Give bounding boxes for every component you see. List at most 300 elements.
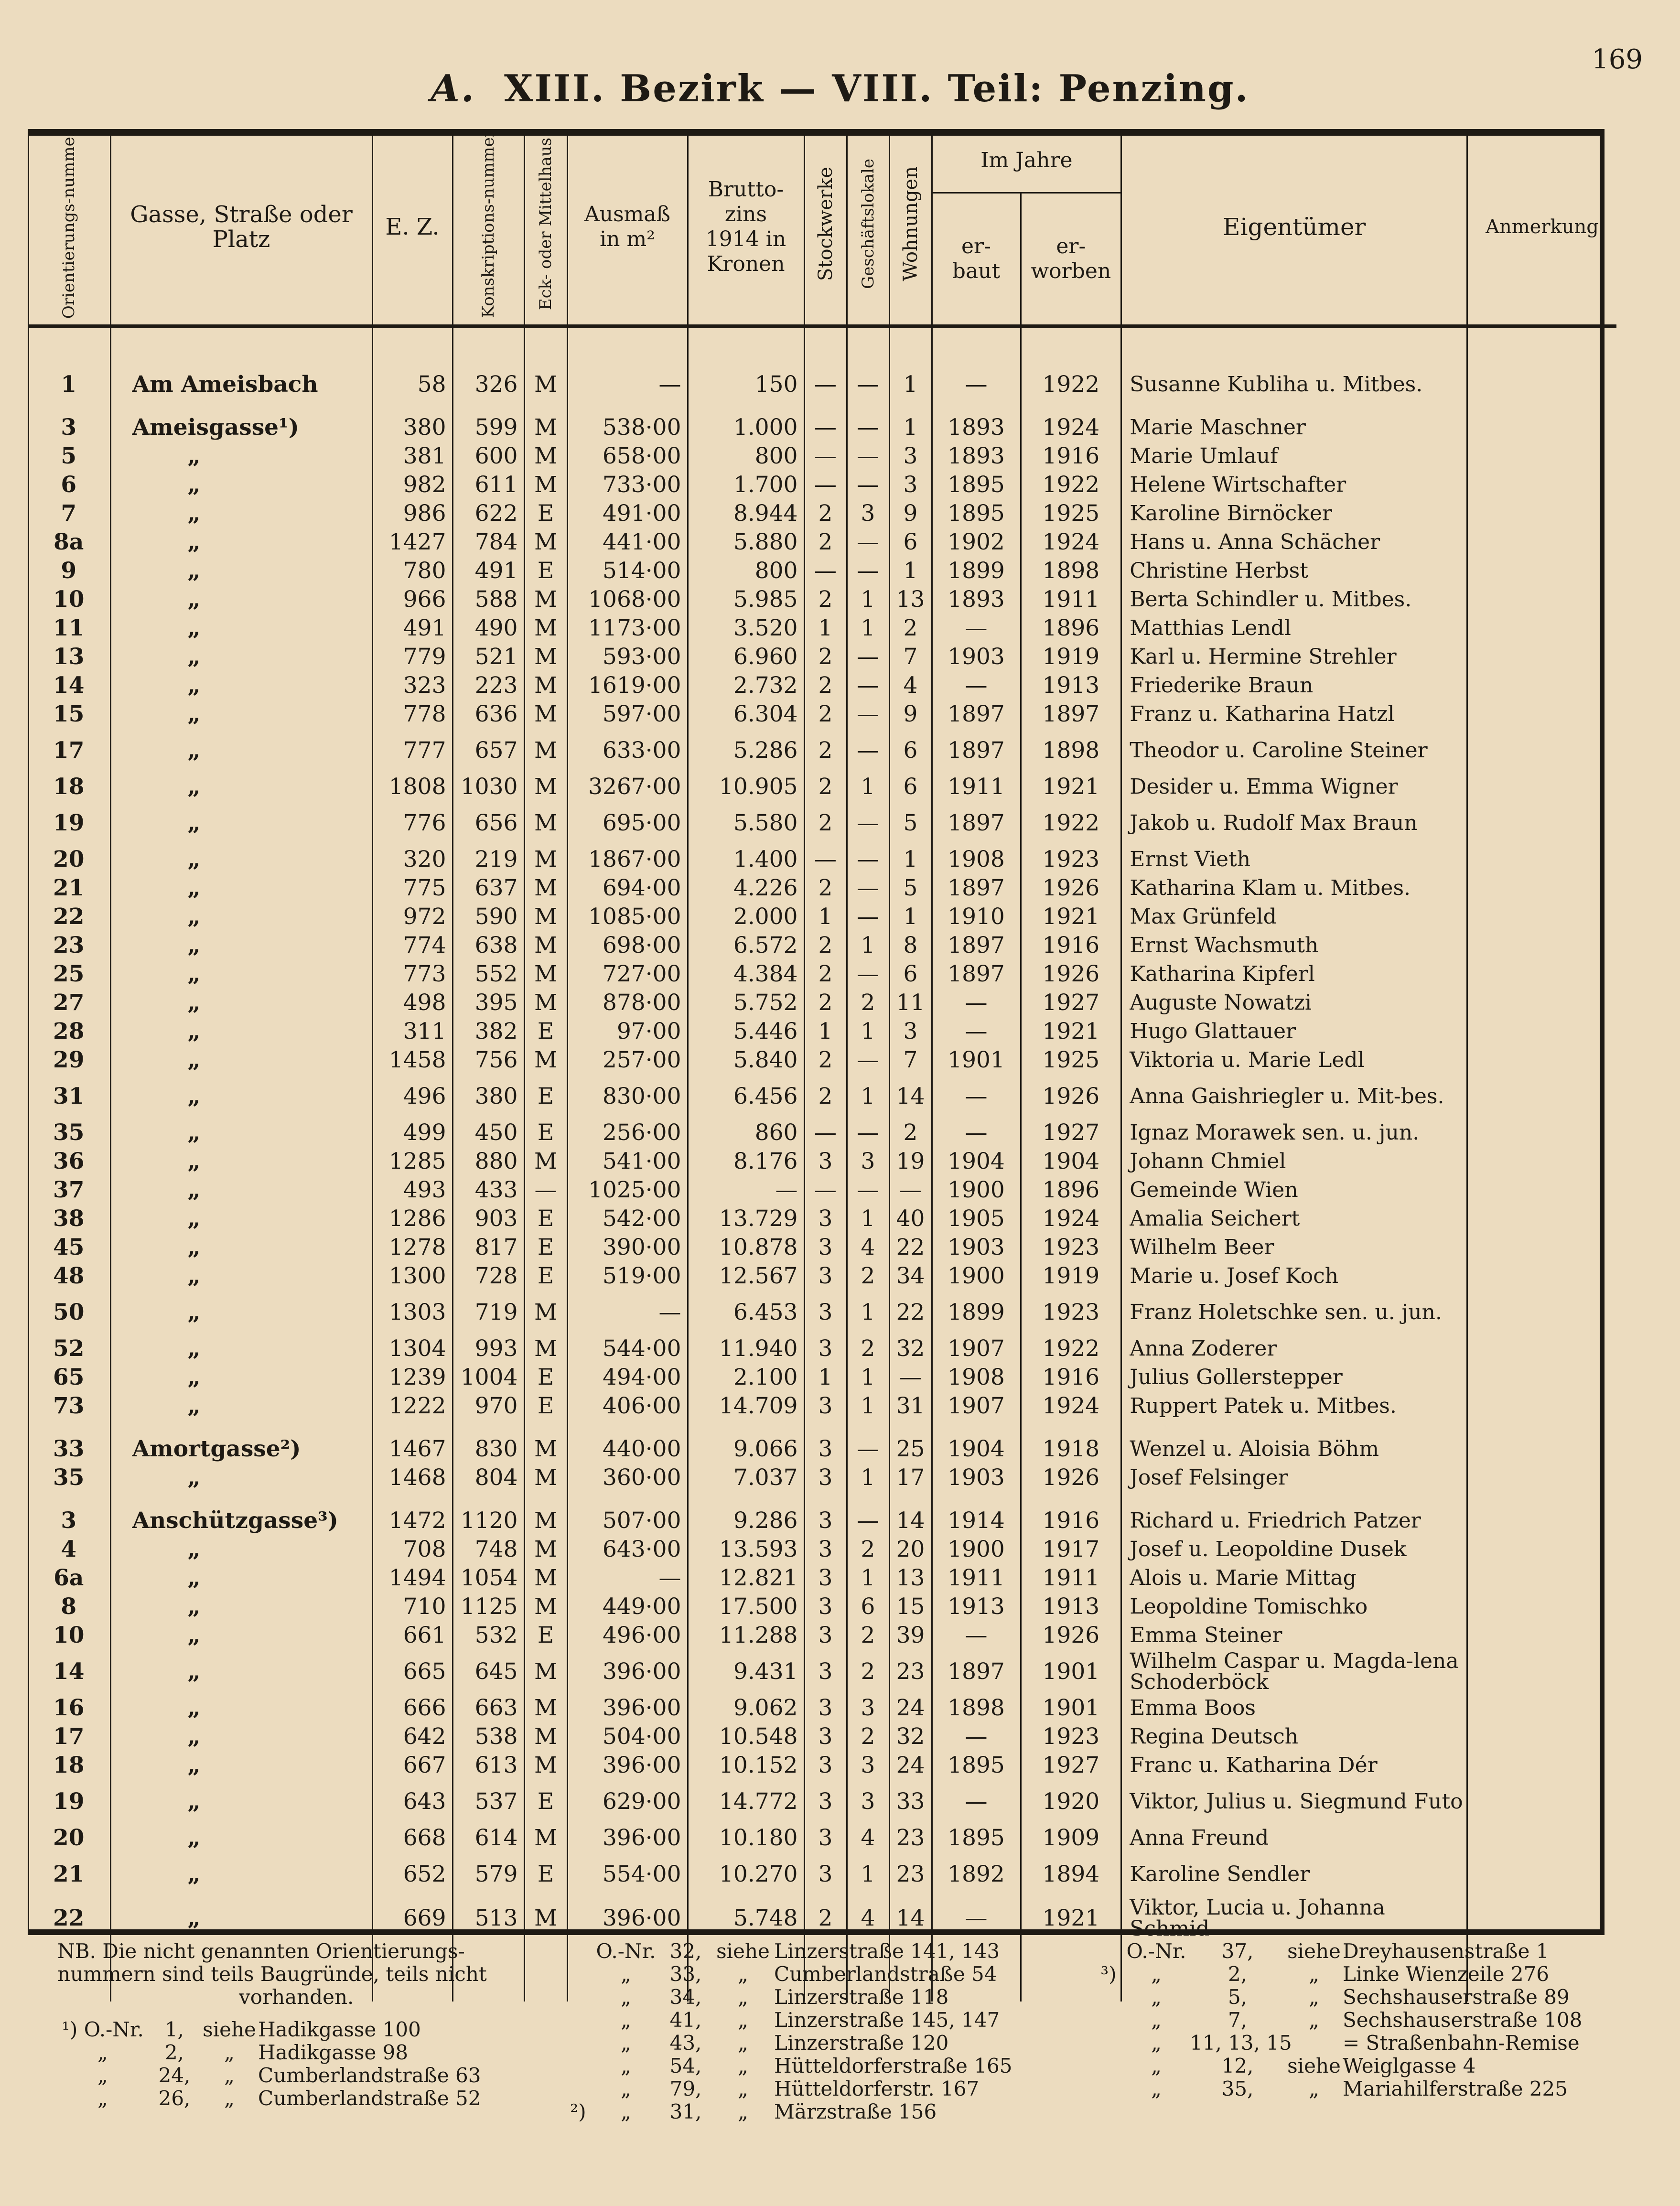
cell-rent: 1.000 — [688, 413, 804, 442]
cell-onr: 45 — [53, 1234, 85, 1261]
cell-acquired: 1924 — [1021, 1392, 1121, 1420]
cell-remark — [1467, 442, 1616, 471]
cell-area: 1085·00 — [567, 903, 688, 931]
cell-ez: 1808 — [372, 773, 452, 801]
cell-em: E — [524, 1017, 567, 1046]
cell-owner: Viktor, Lucia u. Johanna Schmid — [1121, 1896, 1467, 1940]
cell-shops: 4 — [847, 1896, 889, 1940]
cell-area: 396·00 — [567, 1824, 688, 1852]
cell-em: M — [524, 903, 567, 931]
cell-rent: 5.880 — [688, 528, 804, 557]
cell-acquired: 1916 — [1021, 1363, 1121, 1392]
col-header-onr: Orientierungs-nummer — [28, 129, 110, 326]
cell-built: 1908 — [932, 1363, 1021, 1392]
footnote-part: 24, — [158, 2064, 191, 2087]
cell-remark — [1467, 1722, 1616, 1751]
cell-area: 541·00 — [567, 1147, 688, 1176]
footnote-part: 12, — [1221, 2054, 1254, 2077]
cell-built: 1903 — [932, 1463, 1021, 1492]
footnote-part: „ — [621, 2008, 631, 2032]
cell-em: M — [524, 1334, 567, 1363]
cell-floors: 3 — [804, 1852, 847, 1896]
cell-acquired: 1916 — [1021, 442, 1121, 471]
cell-owner: Katharina Klam u. Mitbes. — [1121, 874, 1467, 903]
cell-owner: Berta Schindler u. Mitbes. — [1121, 585, 1467, 614]
cell-ez: 1458 — [372, 1046, 452, 1075]
footnote-part: „ — [97, 2041, 108, 2064]
cell-onr: 33 — [53, 1436, 85, 1463]
cell-flats: 32 — [889, 1722, 932, 1751]
footnote-part: „ — [738, 2031, 748, 2055]
cell-street: „ — [110, 1262, 372, 1291]
cell-shops: — — [847, 903, 889, 931]
cell-ez: 668 — [372, 1824, 452, 1852]
cell-onr: 48 — [53, 1263, 85, 1290]
cell-floors: 1 — [804, 903, 847, 931]
cell-remark — [1467, 1593, 1616, 1621]
cell-floors: 3 — [804, 1334, 847, 1363]
cell-owner: Desider u. Emma Wigner — [1121, 773, 1467, 801]
footnote-part: Linzerstraße 141, 143 — [774, 1939, 1000, 1963]
cell-floors: — — [804, 845, 847, 874]
cell-owner: Josef u. Leopoldine Dusek — [1121, 1535, 1467, 1564]
table-row — [28, 614, 1616, 643]
footnote-part: 1, — [164, 2018, 184, 2041]
footnote-part: 43, — [669, 2031, 702, 2055]
cell-shops: — — [847, 1176, 889, 1205]
cell-floors: 3 — [804, 1435, 847, 1463]
cell-shops: 2 — [847, 1650, 889, 1694]
cell-em: E — [524, 1262, 567, 1291]
cell-street: „ — [110, 1564, 372, 1593]
cell-em: E — [524, 1205, 567, 1233]
table-row — [28, 1535, 1616, 1564]
cell-rent: 9.286 — [688, 1507, 804, 1535]
cell-rent: 5.985 — [688, 585, 804, 614]
cell-acquired: 1921 — [1021, 1017, 1121, 1046]
cell-area: 406·00 — [567, 1392, 688, 1420]
cell-flats: 34 — [889, 1262, 932, 1291]
cell-area: 554·00 — [567, 1852, 688, 1896]
cell-area: — — [567, 1291, 688, 1334]
cell-flats: 13 — [889, 585, 932, 614]
cell-ez: 1286 — [372, 1205, 452, 1233]
cell-street: „ — [110, 1392, 372, 1420]
cell-shops: — — [847, 557, 889, 585]
table-row — [28, 1621, 1616, 1650]
cell-floors: 3 — [804, 1291, 847, 1334]
cell-built: 1892 — [932, 1852, 1021, 1896]
cell-remark — [1467, 1435, 1616, 1463]
footnote-part: 54, — [669, 2054, 702, 2077]
cell-knr: 491 — [452, 557, 524, 585]
cell-shops: 1 — [847, 1564, 889, 1593]
cell-remark — [1467, 1363, 1616, 1392]
cell-knr: 663 — [452, 1694, 524, 1722]
cell-built: 1902 — [932, 528, 1021, 557]
table-row — [28, 1507, 1616, 1535]
footnote-part: Dreyhausenstraße 1 — [1343, 1939, 1549, 1963]
cell-built: 1903 — [932, 643, 1021, 671]
cell-acquired: 1924 — [1021, 413, 1121, 442]
cell-onr: 19 — [53, 810, 85, 837]
cell-knr: 636 — [452, 700, 524, 729]
cell-floors: 1 — [804, 1363, 847, 1392]
footnote-line — [1094, 1986, 1620, 2009]
table-row — [28, 1205, 1616, 1233]
cell-knr: 1120 — [452, 1507, 524, 1535]
cell-ez: 1278 — [372, 1233, 452, 1262]
cell-owner: Hans u. Anna Schächer — [1121, 528, 1467, 557]
col-header-knr: Konskriptions-nummer — [452, 129, 524, 326]
cell-shops: — — [847, 1435, 889, 1463]
footnote-part: Märzstraße 156 — [774, 2100, 937, 2123]
footnote-line — [564, 2077, 1089, 2100]
cell-ez: 776 — [372, 801, 452, 845]
cell-street: „ — [110, 1650, 372, 1694]
cell-onr: 4 — [61, 1536, 77, 1563]
footnote-part: ³) — [1100, 1962, 1117, 1986]
cell-area: 3267·00 — [567, 773, 688, 801]
cell-shops: 1 — [847, 931, 889, 960]
cell-ez: 710 — [372, 1593, 452, 1621]
cell-area: 1173·00 — [567, 614, 688, 643]
cell-acquired: 1911 — [1021, 585, 1121, 614]
footnote-part: 33, — [669, 1962, 702, 1986]
footnote-part: „ — [1151, 1985, 1162, 2009]
cell-floors: 2 — [804, 960, 847, 989]
cell-flats: 23 — [889, 1852, 932, 1896]
cell-onr: 5 — [61, 443, 77, 470]
table-row — [28, 1722, 1616, 1751]
cell-street: „ — [110, 1593, 372, 1621]
cell-area: 449·00 — [567, 1593, 688, 1621]
cell-em: M — [524, 1463, 567, 1492]
cell-street: „ — [110, 1233, 372, 1262]
cell-floors: 3 — [804, 1233, 847, 1262]
cell-street: „ — [110, 729, 372, 773]
footnote-line — [1094, 1963, 1620, 1986]
cell-street: Amortgasse²) — [110, 1435, 372, 1463]
cell-onr: 21 — [53, 1861, 85, 1888]
cell-acquired: 1918 — [1021, 1435, 1121, 1463]
cell-flats: 22 — [889, 1233, 932, 1262]
col-header-area: Ausmaß in m² — [567, 129, 688, 326]
cell-area: 396·00 — [567, 1896, 688, 1940]
col-header-remark: Anmerkung — [1467, 129, 1616, 326]
cell-owner: Karoline Sendler — [1121, 1852, 1467, 1896]
cell-floors: 3 — [804, 1507, 847, 1535]
cell-street: „ — [110, 1722, 372, 1751]
cell-onr: 31 — [53, 1083, 85, 1110]
cell-street: „ — [110, 845, 372, 874]
cell-floors: 3 — [804, 1694, 847, 1722]
cell-area: 507·00 — [567, 1507, 688, 1535]
spacer-row — [28, 1492, 1616, 1507]
cell-area: 1068·00 — [567, 585, 688, 614]
top-spacer-row — [28, 326, 1616, 370]
cell-knr: 719 — [452, 1291, 524, 1334]
cell-flats: 24 — [889, 1751, 932, 1780]
cell-em: M — [524, 1535, 567, 1564]
cell-owner: Franc u. Katharina Dér — [1121, 1751, 1467, 1780]
cell-flats: 1 — [889, 557, 932, 585]
cell-shops: — — [847, 413, 889, 442]
table-row — [28, 1233, 1616, 1262]
footnote-part: „ — [1309, 1962, 1319, 1986]
cell-ez: 1300 — [372, 1262, 452, 1291]
cell-knr: 600 — [452, 442, 524, 471]
cell-remark — [1467, 989, 1616, 1017]
cell-built: — — [932, 1075, 1021, 1119]
footnote-nb-line: nummern sind teils Baugründe, teils nicht — [57, 1962, 487, 1986]
cell-owner: Viktoria u. Marie Ledl — [1121, 1046, 1467, 1075]
footnote-part: Hadikgasse 100 — [258, 2018, 421, 2041]
table-row — [28, 874, 1616, 903]
footnote-part: „ — [1151, 2077, 1162, 2100]
cell-knr: 538 — [452, 1722, 524, 1751]
cell-street: „ — [110, 960, 372, 989]
cell-shops: 1 — [847, 1363, 889, 1392]
property-table — [28, 129, 1616, 2002]
cell-ez: 493 — [372, 1176, 452, 1205]
cell-knr: 552 — [452, 960, 524, 989]
cell-knr: 817 — [452, 1233, 524, 1262]
cell-flats: 15 — [889, 1593, 932, 1621]
cell-flats: 9 — [889, 499, 932, 528]
cell-remark — [1467, 903, 1616, 931]
cell-acquired: 1913 — [1021, 1593, 1121, 1621]
cell-owner: Wenzel u. Aloisia Böhm — [1121, 1435, 1467, 1463]
cell-onr: 73 — [53, 1393, 85, 1420]
cell-owner: Amalia Seichert — [1121, 1205, 1467, 1233]
table-row — [28, 773, 1616, 801]
cell-street: „ — [110, 1824, 372, 1852]
cell-built: 1900 — [932, 1176, 1021, 1205]
footnote-mid — [564, 1940, 1089, 2123]
col-header-floors: Stockwerke — [804, 129, 847, 326]
cell-knr: 1004 — [452, 1363, 524, 1392]
table-row — [28, 1564, 1616, 1593]
cell-em: M — [524, 729, 567, 773]
cell-street: „ — [110, 874, 372, 903]
cell-area: 643·00 — [567, 1535, 688, 1564]
footnote-part: „ — [621, 2054, 631, 2077]
cell-ez: 775 — [372, 874, 452, 903]
cell-acquired: 1922 — [1021, 471, 1121, 499]
cell-shops: 2 — [847, 1535, 889, 1564]
cell-floors: 2 — [804, 643, 847, 671]
cell-shops: — — [847, 845, 889, 874]
cell-knr: 756 — [452, 1046, 524, 1075]
cell-acquired: 1921 — [1021, 1896, 1121, 1940]
footnote-part: 79, — [669, 2077, 702, 2100]
cell-owner: Katharina Kipferl — [1121, 960, 1467, 989]
col-header-year-group: Im Jahre — [932, 129, 1121, 193]
cell-rent: 800 — [688, 442, 804, 471]
cell-acquired: 1926 — [1021, 1463, 1121, 1492]
cell-area: 97·00 — [567, 1017, 688, 1046]
footnote-part: „ — [224, 2087, 235, 2110]
cell-flats: 33 — [889, 1780, 932, 1824]
cell-street: „ — [110, 1780, 372, 1824]
cell-owner: Anna Zoderer — [1121, 1334, 1467, 1363]
cell-ez: 966 — [372, 585, 452, 614]
cell-onr: 17 — [53, 737, 85, 764]
footnote-part: Linzerstraße 145, 147 — [774, 2008, 1000, 2032]
cell-shops: 2 — [847, 1262, 889, 1291]
footnote-part: „ — [738, 2077, 748, 2100]
footnote-part: siehe — [203, 2018, 256, 2041]
footnote-part: 32, — [669, 1939, 702, 1963]
footnote-part: ¹) O.-Nr. — [62, 2018, 144, 2041]
table-row — [28, 442, 1616, 471]
cell-onr: 3 — [61, 414, 77, 441]
cell-em: M — [524, 585, 567, 614]
cell-street: „ — [110, 471, 372, 499]
cell-owner: Ernst Wachsmuth — [1121, 931, 1467, 960]
footnote-part: O.-Nr. — [596, 1939, 656, 1963]
cell-knr: 728 — [452, 1262, 524, 1291]
table-row — [28, 1291, 1616, 1334]
footnotes — [57, 1940, 1625, 2141]
cell-street: „ — [110, 1363, 372, 1392]
cell-street: „ — [110, 557, 372, 585]
cell-area: 830·00 — [567, 1075, 688, 1119]
cell-floors: 3 — [804, 1205, 847, 1233]
footnote-part: „ — [97, 2064, 108, 2087]
cell-floors: 3 — [804, 1262, 847, 1291]
cell-built: 1905 — [932, 1205, 1021, 1233]
cell-street: „ — [110, 989, 372, 1017]
cell-ez: 320 — [372, 845, 452, 874]
cell-shops: 3 — [847, 1780, 889, 1824]
cell-onr: 14 — [53, 1658, 85, 1685]
cell-built: 1895 — [932, 1751, 1021, 1780]
cell-remark — [1467, 1535, 1616, 1564]
col-header-built: er-baut — [932, 193, 1021, 326]
cell-acquired: 1926 — [1021, 960, 1121, 989]
cell-remark — [1467, 700, 1616, 729]
cell-area: 396·00 — [567, 1650, 688, 1694]
footnote-line — [564, 2100, 1089, 2123]
table-row — [28, 1392, 1616, 1420]
footnote-part: „ — [738, 2054, 748, 2077]
cell-remark — [1467, 671, 1616, 700]
cell-knr: 903 — [452, 1205, 524, 1233]
cell-owner: Max Grünfeld — [1121, 903, 1467, 931]
footnote-part: 5, — [1228, 1985, 1248, 2009]
footnote-line — [1094, 1940, 1620, 1963]
cell-remark — [1467, 801, 1616, 845]
col-header-flats: Wohnungen — [889, 129, 932, 326]
cell-floors: 2 — [804, 874, 847, 903]
cell-built: — — [932, 370, 1021, 399]
cell-rent: 7.037 — [688, 1463, 804, 1492]
cell-acquired: 1923 — [1021, 1291, 1121, 1334]
footnote-nb-line: vorhanden. — [239, 1985, 354, 2009]
cell-built: — — [932, 989, 1021, 1017]
cell-area: 257·00 — [567, 1046, 688, 1075]
cell-acquired: 1922 — [1021, 1334, 1121, 1363]
table-row — [28, 700, 1616, 729]
table-row — [28, 1650, 1616, 1694]
footnote-line — [564, 2032, 1089, 2055]
cell-em: M — [524, 1722, 567, 1751]
cell-onr: 27 — [53, 990, 85, 1016]
cell-floors: 2 — [804, 499, 847, 528]
cell-rent: 6.453 — [688, 1291, 804, 1334]
cell-knr: 590 — [452, 903, 524, 931]
cell-knr: 970 — [452, 1392, 524, 1420]
table-row — [28, 1824, 1616, 1852]
cell-rent: 14.709 — [688, 1392, 804, 1420]
cell-area: 396·00 — [567, 1751, 688, 1780]
cell-owner: Theodor u. Caroline Steiner — [1121, 729, 1467, 773]
table-row — [28, 1852, 1616, 1896]
cell-floors: 3 — [804, 1751, 847, 1780]
cell-em: M — [524, 874, 567, 903]
cell-area: 1619·00 — [567, 671, 688, 700]
col-header-rent: Brutto-zins 1914 in Kronen — [688, 129, 804, 326]
cell-area: 733·00 — [567, 471, 688, 499]
cell-owner: Susanne Kubliha u. Mitbes. — [1121, 370, 1467, 399]
cell-remark — [1467, 557, 1616, 585]
cell-ez: 972 — [372, 903, 452, 931]
cell-ez: 58 — [372, 370, 452, 399]
cell-em: M — [524, 1564, 567, 1593]
cell-onr: 7 — [61, 500, 77, 527]
cell-area: 514·00 — [567, 557, 688, 585]
table-row — [28, 903, 1616, 931]
cell-acquired: 1911 — [1021, 1564, 1121, 1593]
cell-acquired: 1927 — [1021, 1751, 1121, 1780]
cell-em: E — [524, 1119, 567, 1147]
footnote-line — [564, 1963, 1089, 1986]
cell-built: 1907 — [932, 1334, 1021, 1363]
footnote-part: O.-Nr. — [1126, 1939, 1186, 1963]
cell-flats: 17 — [889, 1463, 932, 1492]
cell-rent: 10.270 — [688, 1852, 804, 1896]
cell-rent: 6.960 — [688, 643, 804, 671]
cell-ez: 779 — [372, 643, 452, 671]
cell-rent: 13.593 — [688, 1535, 804, 1564]
cell-acquired: 1922 — [1021, 801, 1121, 845]
cell-shops: 2 — [847, 1334, 889, 1363]
table-row — [28, 643, 1616, 671]
cell-flats: 25 — [889, 1435, 932, 1463]
cell-flats: 1 — [889, 413, 932, 442]
cell-owner: Karoline Birnöcker — [1121, 499, 1467, 528]
cell-flats: 40 — [889, 1205, 932, 1233]
cell-rent: 9.066 — [688, 1435, 804, 1463]
cell-built: 1900 — [932, 1262, 1021, 1291]
cell-rent: 10.905 — [688, 773, 804, 801]
cell-flats: 1 — [889, 903, 932, 931]
cell-remark — [1467, 1176, 1616, 1205]
footnote-part: 7, — [1228, 2008, 1248, 2032]
footnote-part: „ — [1151, 2031, 1162, 2055]
cell-onr: 14 — [53, 672, 85, 699]
cell-rent: 2.732 — [688, 671, 804, 700]
cell-acquired: 1898 — [1021, 557, 1121, 585]
cell-knr: 1030 — [452, 773, 524, 801]
cell-floors: — — [804, 442, 847, 471]
cell-shops: — — [847, 1119, 889, 1147]
cell-ez: 380 — [372, 413, 452, 442]
cell-flats: 14 — [889, 1075, 932, 1119]
cell-area: 1867·00 — [567, 845, 688, 874]
